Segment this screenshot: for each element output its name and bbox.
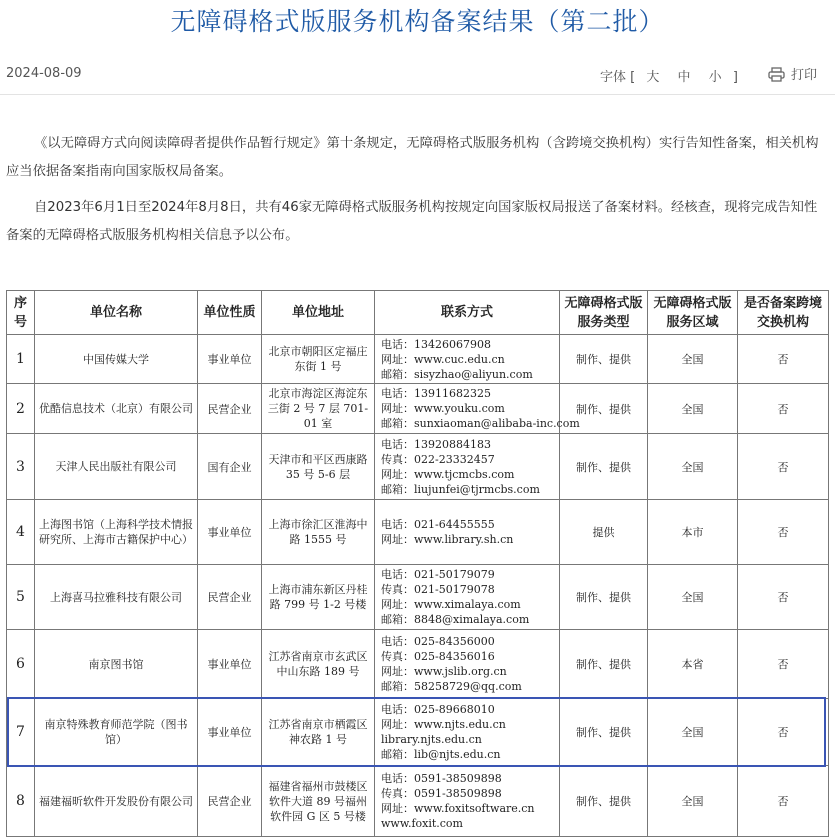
service-region: 全国 (648, 565, 738, 630)
print-label: 打印 (791, 68, 818, 83)
header-cell: 联系方式 (375, 291, 560, 335)
font-large-button[interactable]: 大 (646, 70, 660, 85)
contact-line: 电话：13920884183 (381, 437, 491, 451)
contact-line: 电话：021-50179079 (381, 568, 495, 581)
table-header-row (7, 291, 829, 335)
service-type: 制作、提供 (560, 565, 648, 630)
crossborder-flag: 否 (738, 500, 829, 565)
org-address: 上海市浦东新区丹桂路 799 号 1-2 号楼 (262, 565, 375, 630)
contact-info (375, 766, 560, 837)
org-name: 天津人民出版社有限公司 (35, 434, 198, 500)
font-small-button[interactable]: 小 (708, 70, 722, 85)
header-cell: 无障碍格式版服务类型 (560, 291, 648, 335)
service-type: 制作、提供 (560, 699, 648, 766)
contact-line: 邮箱：lib@njts.edu.cn (381, 748, 501, 761)
org-address: 北京市海淀区海淀东三街 2 号 7 层 701-01 室 (262, 384, 375, 434)
contact-line: 电话：0591-38509898 (381, 772, 502, 785)
org-address: 福建省福州市鼓楼区软件大道 89 号福州软件园 G 区 5 号楼 (262, 766, 375, 837)
org-type: 国有企业 (198, 434, 262, 500)
service-region: 全国 (648, 335, 738, 384)
contact-line: 网址：www.tjcmcbs.com (381, 467, 515, 481)
print-button[interactable] (768, 64, 817, 83)
service-region: 全国 (648, 434, 738, 500)
font-size-label: 字体 [ (600, 70, 636, 85)
org-type: 事业单位 (198, 699, 262, 766)
contact-line: 网址：www.library.sh.cn (381, 533, 514, 546)
crossborder-flag: 否 (738, 434, 829, 500)
crossborder-flag: 否 (738, 699, 829, 766)
contact-line: 邮箱：sunxiaoman@alibaba-inc.com (381, 417, 580, 430)
row-number: 1 (7, 335, 35, 384)
service-region: 本省 (648, 630, 738, 699)
header-cell: 单位地址 (262, 291, 375, 335)
registry-table (6, 290, 829, 837)
contact-info (375, 699, 560, 766)
header-cell: 无障碍格式版服务区域 (648, 291, 738, 335)
header-cell: 单位名称 (35, 291, 198, 335)
service-region: 全国 (648, 699, 738, 766)
font-size-close-bracket: ] (732, 70, 738, 85)
org-name: 福建福昕软件开发股份有限公司 (35, 766, 198, 837)
org-address: 江苏省南京市玄武区中山东路 189 号 (262, 630, 375, 699)
contact-line: 电话：025-89668010 (381, 703, 495, 716)
contact-info (375, 565, 560, 630)
contact-line: www.foxit.com (381, 817, 463, 830)
crossborder-flag: 否 (738, 565, 829, 630)
contact-line: 传真：0591-38509898 (381, 787, 502, 800)
contact-line: 网址：www.jslib.org.cn (381, 665, 507, 678)
org-address: 江苏省南京市栖霞区神农路 1 号 (262, 699, 375, 766)
table-row (7, 335, 829, 384)
contact-line: 传真：021-50179078 (381, 583, 495, 596)
contact-line: 网址：www.youku.com (381, 402, 505, 415)
contact-line: library.njts.edu.cn (381, 733, 482, 746)
table-row (7, 500, 829, 565)
contact-info (375, 384, 580, 434)
org-type: 事业单位 (198, 335, 262, 384)
org-type: 民营企业 (198, 766, 262, 837)
service-type: 制作、提供 (560, 384, 648, 434)
contact-info (375, 500, 560, 565)
service-type: 制作、提供 (560, 434, 648, 500)
contact-line: 网址：www.njts.edu.cn (381, 718, 506, 731)
org-name: 上海图书馆（上海科学技术情报研究所、上海市古籍保护中心） (35, 500, 198, 565)
org-name: 上海喜马拉雅科技有限公司 (35, 565, 198, 630)
contact-info (375, 434, 560, 500)
contact-line: 电话：13911682325 (381, 387, 491, 400)
org-name: 优酷信息技术（北京）有限公司 (35, 384, 198, 434)
contact-line: 电话：025-84356000 (381, 635, 495, 648)
contact-line: 网址：www.ximalaya.com (381, 598, 521, 611)
paragraph-2: 自2023年6月1日至2024年8月8日，共有46家无障碍格式版服务机构按规定向国家版权局报送了备案材料。经核查，现将完成告知性备案的无障碍格式版服务机构相关信息予以公布。 (6, 200, 818, 243)
crossborder-flag: 否 (738, 384, 829, 434)
service-region: 本市 (648, 500, 738, 565)
contact-line: 邮箱：8848@ximalaya.com (381, 613, 530, 626)
paragraph-1: 《以无障碍方式向阅读障碍者提供作品暂行规定》第十条规定，无障碍格式版服务机构（含跨境交换机构）实行告知性备案，相关机构应当依据备案指南向国家版权局备案。 (6, 136, 819, 179)
contact-line: 邮箱：sisyzhao@aliyun.com (381, 367, 533, 381)
service-region: 全国 (648, 766, 738, 837)
crossborder-flag: 否 (738, 630, 829, 699)
service-region: 全国 (648, 384, 738, 434)
contact-info (375, 335, 560, 384)
row-number: 3 (7, 434, 35, 500)
org-address: 北京市朝阳区定福庄东街 1 号 (262, 335, 375, 384)
table-row (7, 384, 829, 434)
contact-line: 传真：022-23332457 (381, 452, 495, 466)
divider (0, 94, 835, 95)
publish-date: 2024-08-09 (6, 66, 82, 81)
org-type: 事业单位 (198, 630, 262, 699)
service-type: 制作、提供 (560, 335, 648, 384)
row-number: 7 (7, 699, 35, 766)
contact-line: 传真：025-84356016 (381, 650, 495, 663)
contact-line: 电话：13426067908 (381, 337, 491, 351)
contact-line: 网址：www.cuc.edu.cn (381, 352, 505, 366)
org-type: 民营企业 (198, 384, 262, 434)
contact-line: 邮箱：58258729@qq.com (381, 680, 522, 693)
org-name: 南京图书馆 (35, 630, 198, 699)
printer-icon (768, 67, 785, 82)
org-type: 事业单位 (198, 500, 262, 565)
table-row (7, 630, 829, 699)
row-number: 8 (7, 766, 35, 837)
header-cell: 单位性质 (198, 291, 262, 335)
contact-line: 网址：www.foxitsoftware.cn (381, 802, 535, 815)
row-number: 4 (7, 500, 35, 565)
org-address: 上海市徐汇区淮海中路 1555 号 (262, 500, 375, 565)
table-row (7, 434, 829, 500)
row-number: 2 (7, 384, 35, 434)
service-type: 提供 (560, 500, 648, 565)
service-type: 制作、提供 (560, 766, 648, 837)
org-type: 民营企业 (198, 565, 262, 630)
font-size-control (600, 66, 738, 85)
article-title: 无障碍格式版服务机构备案结果（第二批） (170, 7, 665, 36)
table-row (7, 766, 829, 837)
contact-line: 邮箱：liujunfei@tjrmcbs.com (381, 482, 540, 496)
org-name: 中国传媒大学 (35, 335, 198, 384)
row-number: 6 (7, 630, 35, 699)
table-row (7, 699, 829, 766)
crossborder-flag: 否 (738, 335, 829, 384)
row-number: 5 (7, 565, 35, 630)
org-address: 天津市和平区西康路 35 号 5-6 层 (262, 434, 375, 500)
contact-line: 电话：021-64455555 (381, 518, 495, 531)
org-name: 南京特殊教育师范学院（图书馆） (35, 699, 198, 766)
crossborder-flag: 否 (738, 766, 829, 837)
contact-info (375, 630, 560, 699)
table-row (7, 565, 829, 630)
header-cell: 是否备案跨境交换机构 (738, 291, 829, 335)
font-medium-button[interactable]: 中 (677, 70, 691, 85)
service-type: 制作、提供 (560, 630, 648, 699)
header-cell: 序号 (7, 291, 35, 335)
